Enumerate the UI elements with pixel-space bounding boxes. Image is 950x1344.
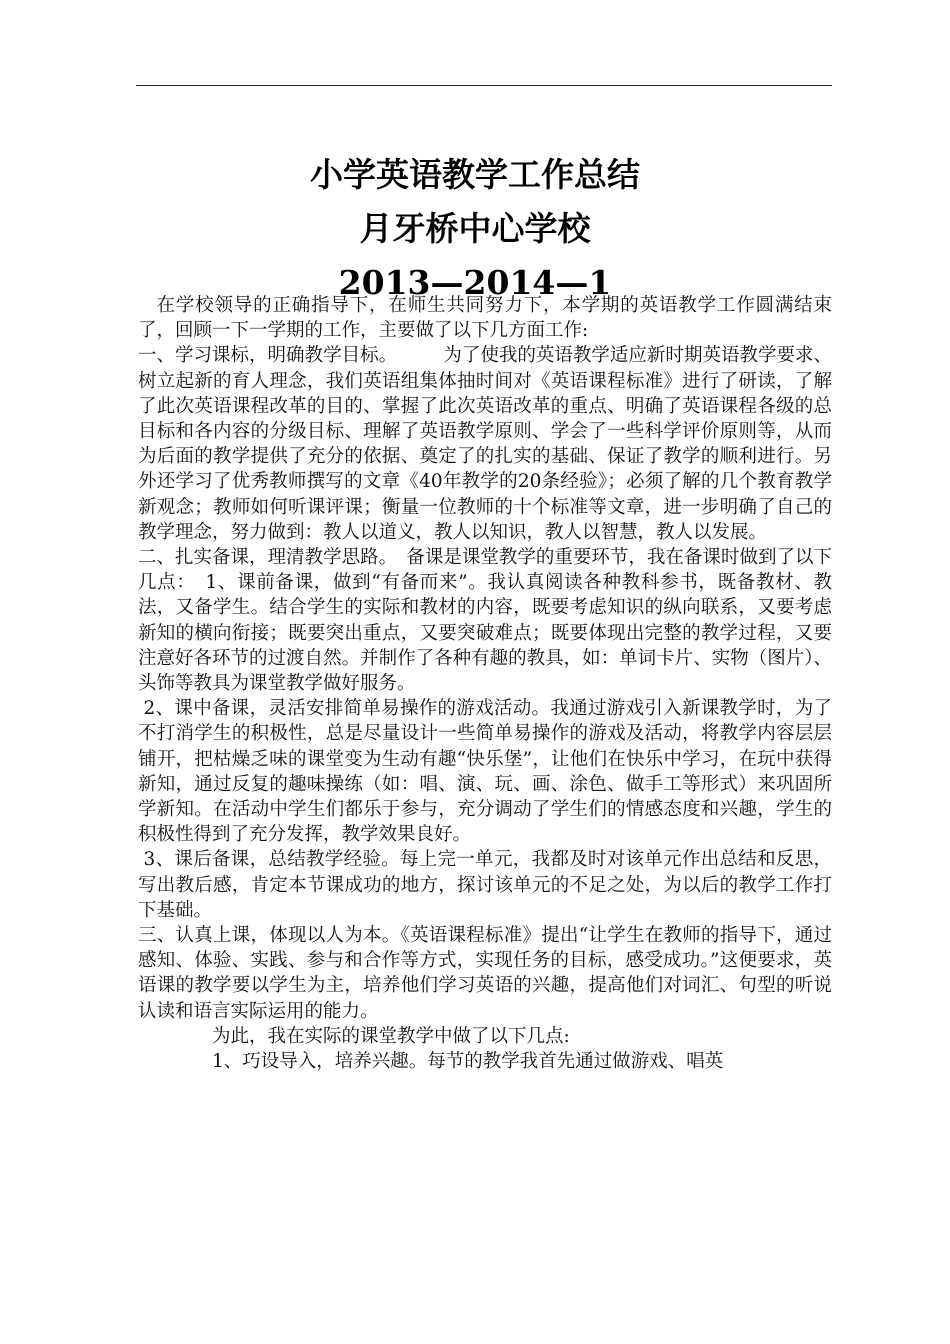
paragraph-section-3: 三、认真上课，体现以人为本。《英语课程标准》提出“让学生在教师的指导下，通过感知、体验、实践、参与和合作等方式，实现任务的目标，感受成功。”这便要求，英语课的教学要以学生为主，培养他们学习英语的兴趣，提高他们对词汇、句型的听说认读和语言实际运用的能力。 [138,925,832,1022]
title-block [0,148,950,310]
school-year: 2013—2014—1 [338,263,612,302]
paragraph-intro: 在学校领导的正确指导下，在师生共同努力下，本学期的英语教学工作圆满结束了，回顾一下一学期的工作，主要做了以下几方面工作: [138,295,832,342]
paragraph-section-3-item-1: 1、巧设导入，培养兴趣。每节的教学我首先通过做游戏、唱英 [212,1051,724,1073]
document-title: 小学英语教学工作总结 [310,155,640,194]
school-name: 月牙桥中心学校 [359,209,591,248]
paragraph-section-2-item-3: 3、课后备课，总结教学经验。每上完一单元，我都及时对该单元作出总结和反思，写出教后感，肯定本节课成功的地方，探讨该单元的不足之处，为以后的教学工作打下基础。 [138,849,832,921]
document-body [138,293,832,1074]
header-rule [136,85,832,86]
paragraph-section-3-lead: 为此，我在实际的课堂教学中做了以下几点: [212,1025,570,1047]
paragraph-section-2: 二、扎实备课，理清教学思路。 备课是课堂教学的重要环节，我在备课时做到了以下几点： 1、课前备课，做到“有备而来”。我认真阅读各种教科参书，既备教材、教法，又备学生。结合学生的实际和教材的内容，既要考虑知识的纵向联系，又要考虑新知的横向衔接；既要突出重点，又要突破难点；既要体现出完整的教学过程，又要注意好各环节的过渡自然。并制作了各种有趣的教具，如：单词卡片、实物（图片）、头饰等教具为课堂教学做好服务。 [138,547,832,695]
paragraph-section-1: 一、学习课标，明确教学目标。 为了使我的英语教学适应新时期英语教学要求、树立起新的育人理念，我们英语组集体抽时间对《英语课程标准》进行了研读，了解了此次英语课程改革的目的、掌握了此次英语改革的重点、明确了英语课程各级的总目标和各内容的分级目标、理解了英语教学原则、学会了一些科学评价原则等，从而为后面的教学提供了充分的依据、奠定了的扎实的基础、保证了教学的顺利进行。另外还学习了优秀教师撰写的文章《40年教学的20条经验》；必须了解的几个教育教学新观念；教师如何听课评课；衡量一位教师的十个标准等文章，进一步明确了自己的教学理念，努力做到：教人以道义，教人以知识，教人以智慧，教人以发展。 [138,345,832,543]
paragraph-section-2-item-2: 2、课中备课，灵活安排简单易操作的游戏活动。我通过游戏引入新课教学时，为了不打消学生的积极性，总是尽量设计一些简单易操作的游戏及活动，将教学内容层层铺开，把枯燥乏味的课堂变为生动有趣“快乐堡”，让他们在快乐中学习，在玩中获得新知，通过反复的趣味操练（如：唱、演、玩、画、涂色、做手工等形式）来巩固所学新知。在活动中学生们都乐于参与，充分调动了学生们的情感态度和兴趣，学生的积极性得到了充分发挥，教学效果良好。 [138,698,832,846]
